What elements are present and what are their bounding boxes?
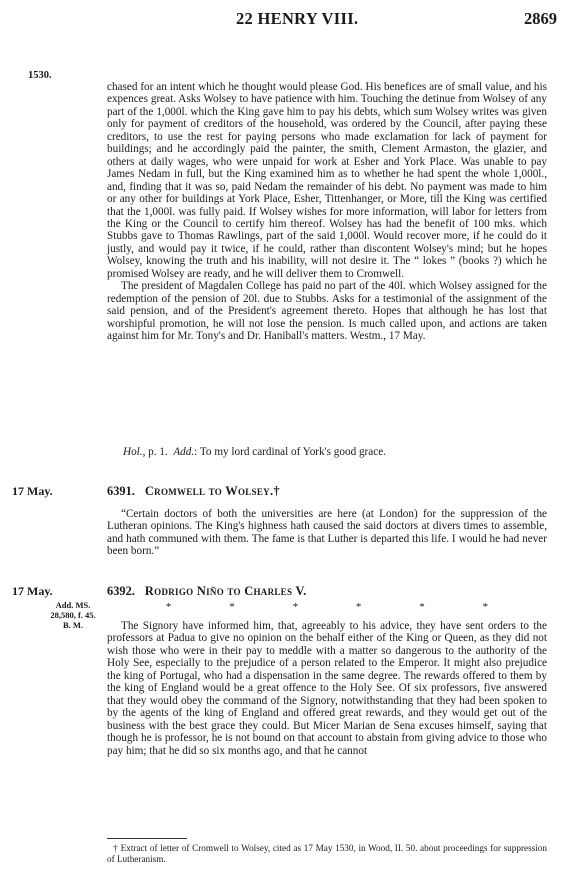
add-label: Add. <box>173 446 195 458</box>
entry-number-6392: 6392. <box>107 584 135 598</box>
entry-paragraph-6391: “Certain doctors of both the universities are here (at London) for the suppression of the Lutheran opinions. The King's highness hath caused the said doctors at divers times to assemble, and hath communed with them. The fame is that Luther is departed this life. I would he had never been born.” <box>107 508 547 558</box>
entry-heading-6392 <box>107 584 307 599</box>
margin-year: 1530. <box>28 70 52 81</box>
entry-paragraph-6392: The Signory have informed him, that, agreeably to his advice, they have sent orders to the professors at Padua to give no opinion on the behalf either of the King or Queen, as they did not wish those who were in their pay to meddle with a matter so dangerous to the authority of the Holy See, especially to the prejudice of a person related to the Emperor. It might also prejudice the king of Portugal, who had a dispensation in the same degree. The rewards offered to them by the king of England would be a great offence to the Holy See. Of six professors, five answered that they would obey the command of the Signory, notwithstanding that they had been spoken to by the agents of the king of England and offered great rewards, and they would get out of the business with the best grace they could. But Micer Marian de Sena excuses himself, saying that though he is professor, he is not bound on that account to abstain from giving advice to those who pay him; that he did so six months ago, and that he cannot <box>107 620 547 757</box>
asterisk: * <box>292 601 299 613</box>
page-number: 2869 <box>524 9 557 28</box>
entry-title-6391: Cromwell to Wolsey.† <box>144 484 280 498</box>
running-head-title: 22 HENRY VIII. <box>236 9 359 28</box>
asterisk: * <box>482 601 489 613</box>
entry-text-6392 <box>107 620 547 757</box>
endorsement-line <box>123 446 386 458</box>
continuation-text <box>107 81 547 343</box>
asterisk: * <box>229 601 235 613</box>
margin-manuscript-reference: Add. MS. 28,580, f. 45. B. M. <box>50 600 96 630</box>
hol-rest: , p. 1. <box>142 446 168 458</box>
margin-date-6392: 17 May. <box>12 584 53 598</box>
add-rest: : To my lord cardinal of York's good grace. <box>194 446 386 458</box>
entry-heading-6391 <box>107 484 280 499</box>
asterisk: * <box>355 601 362 613</box>
asterisk: * <box>165 601 172 613</box>
footnote-rule <box>107 838 187 839</box>
continuation-paragraph-1: chased for an intent which he thought would please God. His benefices are of small value, and his expences great. Asks Wolsey to have patience with him. Touching the detinue from Wolsey of any part of the 1,000l. which the King gave him to pay his debts, which sum Wolsey writes was given only for payment of creditors of the household, was ordered by the Council, after paying these creditors, to use the rest for paying persons who made exclamation for lack of payment for buildings; and he accordingly paid the painter, the smith, Clement Armaston, the glazier, and others at daily wages, who were unpaid for work at Esher and York Place. Was unable to pay James Nedam in full, but the King examined him as to whether he had spent the whole 1,000l., and, finding that it was so, paid Nedam the remainder of his debt. No payment was made to him or any other for buildings at York Place, Esher, Tittenhanger, or More, till the King was certified that the 1,000l. was fully paid. If Wolsey wishes for more information, will labor for letters from the King or the Council to certify him thereof. Wolsey has had the benefit of 100 mks. which Stubbs gave to Thomas Rawlings, part of the said 1,000l. Would recover more, if he could do it justly, and would pay it twice, if he could, rather than discontent Wolsey's mind; but he hopes Wolsey, knowing the truth and his inability, will not desire it. The “ lokes ” (books ?) which he promised Wolsey are ready, and he will deliver them to Cromwell. <box>107 81 547 280</box>
entry-text-6391 <box>107 508 547 558</box>
hol-label: Hol. <box>123 446 143 458</box>
running-head <box>0 9 567 31</box>
continuation-paragraph-2: The president of Magdalen College has paid no part of the 40l. which Wolsey assigned for the redemption of the pension of 20l. due to Stubbs. Asks for a testimonial of the assignment of the said pension, and of the President's agreement thereto. Hopes that although he has lost that worshipful promotion, he will not lose the pension. Is much called upon, and actions are taken against him for Mr. Tony's and Dr. Haniball's matters. Westm., 17 May. <box>107 280 547 343</box>
asterisk: * <box>419 601 425 613</box>
entry-title-6392: Rodrigo Niño to Charles V. <box>144 584 307 598</box>
omission-asterisks <box>107 601 547 613</box>
entry-number-6391: 6391. <box>107 484 135 498</box>
footnote: † Extract of letter of Cromwell to Wolsey, cited as 17 May 1530, in Wood, II. 50. about proceedings for suppression of Lutheranism. <box>107 843 547 864</box>
margin-date-6391: 17 May. <box>12 484 53 498</box>
